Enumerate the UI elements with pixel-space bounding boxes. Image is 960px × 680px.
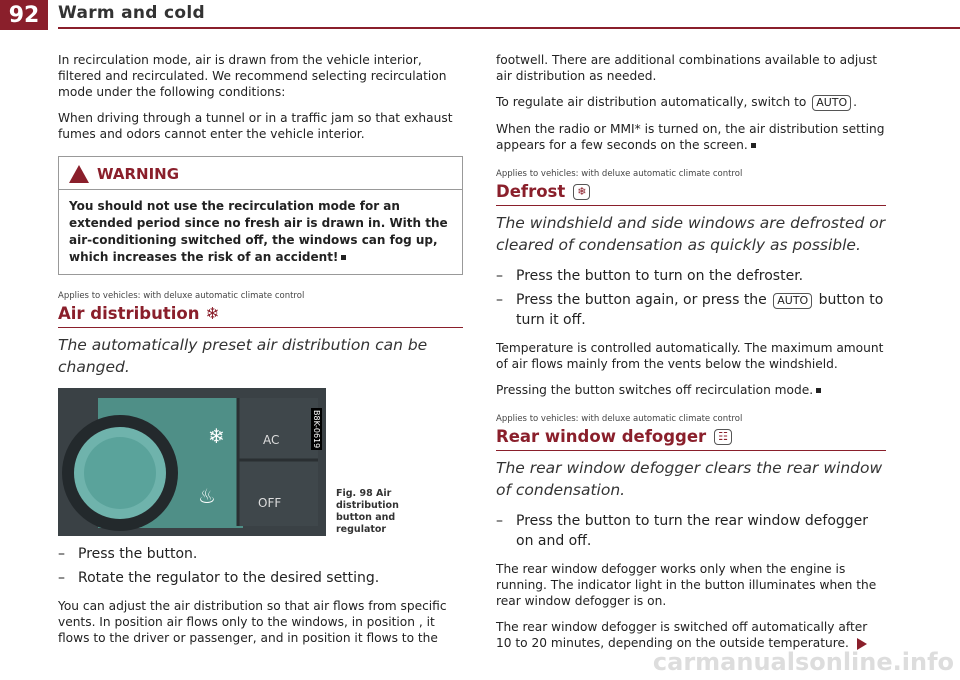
header-rule (58, 27, 960, 29)
figure-caption: Fig. 98 Air distribution button and regulator (336, 488, 399, 535)
steps-list (58, 544, 463, 588)
section-lead: The automatically preset air distribution can be changed. (58, 336, 428, 376)
ac-button-label: AC (263, 433, 280, 447)
figure-code: B8K-0619 (312, 410, 321, 449)
end-marker-icon (341, 255, 346, 260)
paragraph: Temperature is controlled automatically. The maximum amount of air flows mainly from the vents below the windshield. (496, 341, 884, 371)
left-column (58, 52, 463, 656)
steps-list (496, 266, 886, 330)
paragraph: When driving through a tunnel or in a traffic jam so that exhaust fumes and odors cannot enter the vehicle interior. (58, 111, 453, 141)
paragraph: footwell. There are additional combinations available to adjust air distribution as needed. (496, 53, 878, 83)
climate-panel-image (58, 388, 326, 536)
warning-triangle-icon (69, 165, 89, 183)
steps-list (496, 511, 886, 551)
end-marker-icon (751, 143, 756, 148)
paragraph: The rear window defogger works only when the engine is running. The indicator light in the button illuminates when the rear window defogger is on. (496, 562, 877, 608)
warning-header (59, 157, 462, 190)
auto-key: AUTO (773, 293, 812, 309)
applies-note: Applies to vehicles: with deluxe automatic climate control (58, 291, 305, 301)
paragraph: The rear window defogger is switched off automatically after 10 to 20 minutes, depending on the outside temperature. (496, 620, 868, 650)
figure-98 (58, 388, 463, 536)
section-heading-rear-defogger: Rear window defogger ☷ (496, 427, 886, 451)
svg-text:❄: ❄ (208, 424, 225, 448)
section-heading-air-distribution: Air distribution ❄ (58, 304, 463, 328)
applies-note: Applies to vehicles: with deluxe automatic climate control (496, 414, 743, 424)
list-item: – Press the button to turn on the defroster. (496, 266, 886, 286)
paragraph: To regulate air distribution automatically, switch to AUTO . (496, 95, 858, 109)
watermark: carmanualsonline.info (652, 648, 954, 676)
page-title: Warm and cold (58, 3, 205, 23)
section-lead: The windshield and side windows are defrosted or cleared of condensation as quickly as possible. (496, 214, 886, 254)
paragraph: You can adjust the air distribution so that air flows from specific vents. In position air flows only to the windows, in position , it flows to the driver or passenger, and in position it flows to the (58, 599, 447, 645)
applies-note: Applies to vehicles: with deluxe automatic climate control (496, 169, 743, 179)
defrost-icon: ❄ (573, 184, 590, 200)
list-item: – Press the button to turn the rear window defogger on and off. (496, 511, 886, 551)
off-button-label: OFF (258, 496, 282, 510)
section-lead: The rear window defogger clears the rear window of condensation. (496, 459, 883, 499)
page-number: 92 (0, 0, 48, 30)
warning-box (58, 156, 463, 275)
air-distribution-icon: ❄ (205, 304, 220, 323)
list-item: – Press the button again, or press the AUTO button to turn it off. (496, 290, 886, 330)
section-heading-defrost: Defrost ❄ (496, 182, 886, 206)
rear-defogger-icon: ☷ (714, 429, 732, 445)
auto-key: AUTO (812, 95, 851, 111)
list-item: – Press the button. (58, 544, 463, 564)
right-column (496, 52, 886, 661)
svg-text:♨: ♨ (198, 484, 216, 508)
paragraph: Pressing the button switches off recirculation mode. (496, 382, 886, 398)
warning-text: You should not use the recirculation mode for an extended period since no fresh air is drawn in. With the air-conditioning switched off, the windows can fog up, which increases the risk of an accident! (69, 199, 448, 264)
paragraph: When the radio or MMI* is turned on, the air distribution setting appears for a few seconds on the screen. (496, 122, 885, 152)
list-item: – Rotate the regulator to the desired setting. (58, 568, 463, 588)
paragraph: In recirculation mode, air is drawn from the vehicle interior, filtered and recirculated. We recommend selecting recirculation mode under the following conditions: (58, 53, 447, 99)
warning-title: WARNING (97, 165, 180, 183)
end-marker-icon (816, 388, 821, 393)
